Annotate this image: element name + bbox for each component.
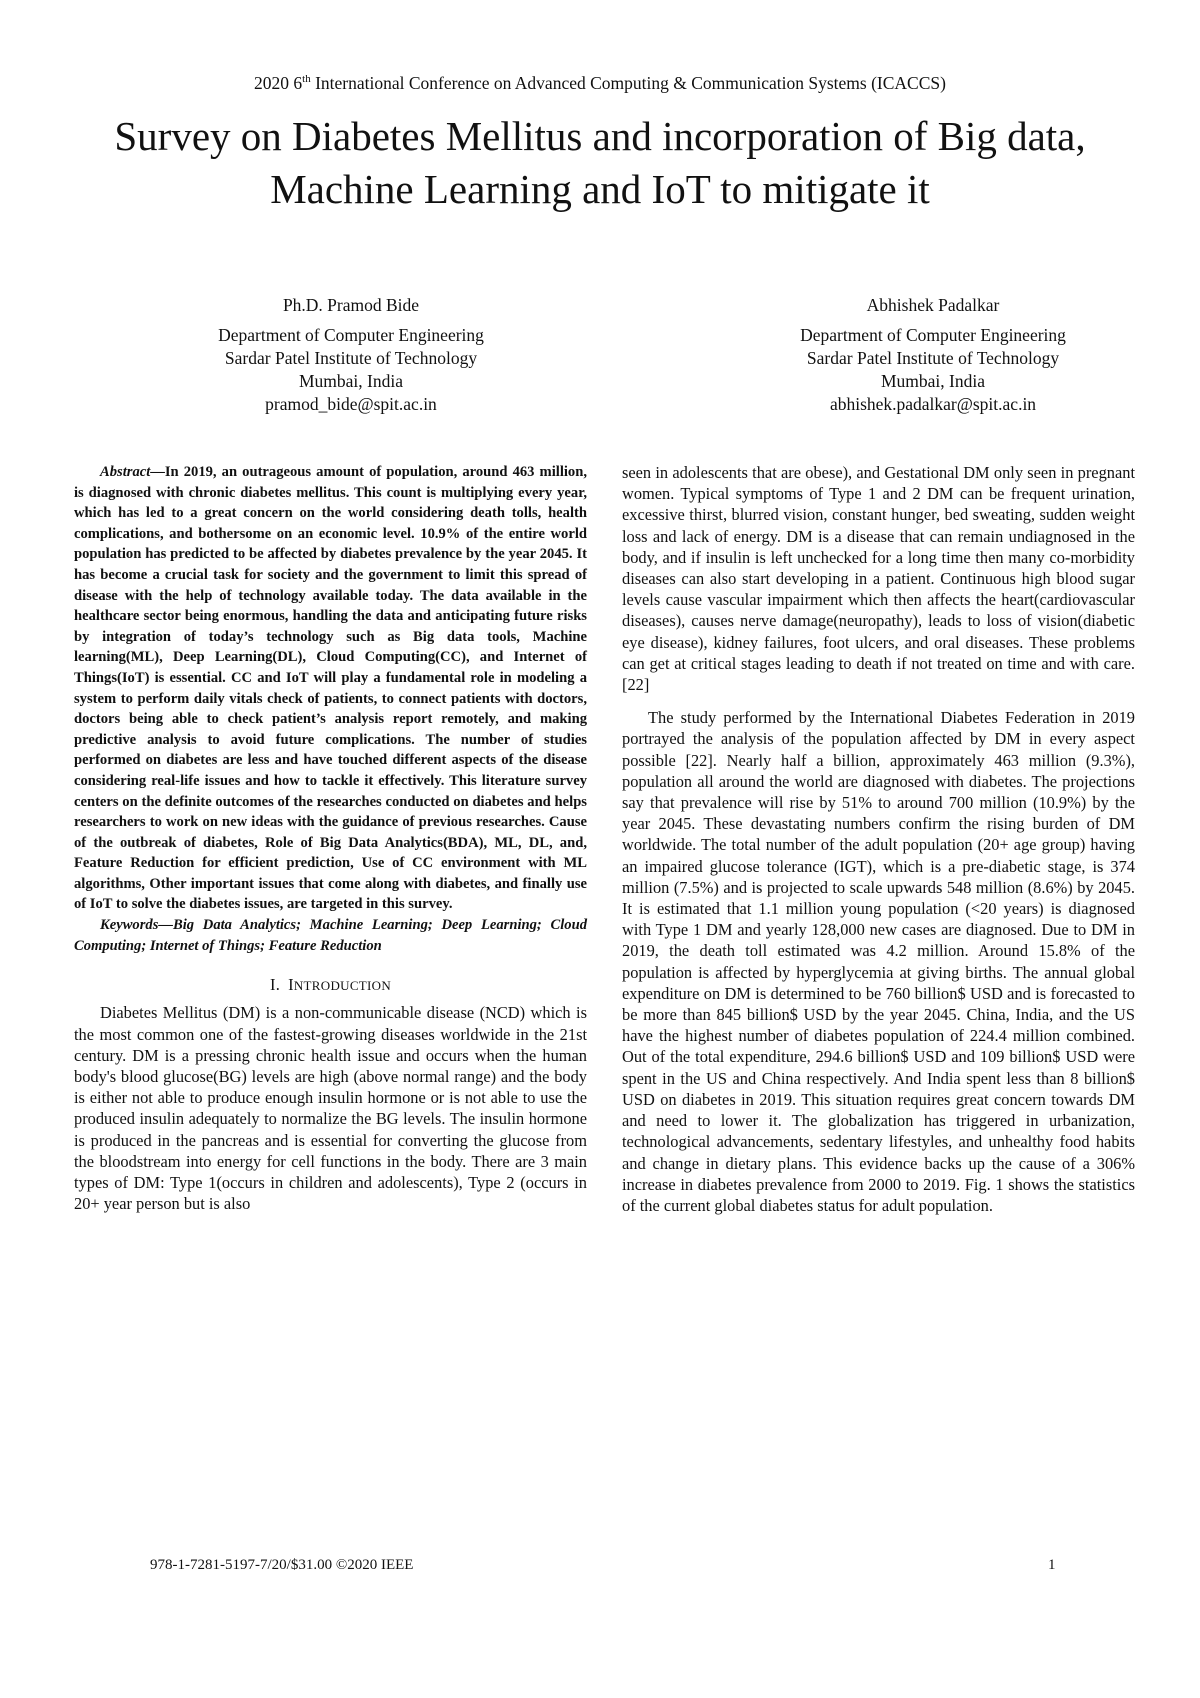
keywords-text: —Big Data Analytics; Machine Learning; Deep Learning; Cloud Computing; Internet of Things; Feature Reduction [74,917,587,954]
study-paragraph: The study performed by the International Diabetes Federation in 2019 portrayed the analysis of the population affected by DM in every aspect possible [22]. Nearly half a billion, approximately 463 million (9.3%), population all around the world are diagnosed with diabetes. The projections say that prevalence will rise by 51% to around 700 million (10.9%) by the year 2045. These devastating numbers confirm the rising burden of DM worldwide. The total number of the adult population (20+ age group) having an impaired glucose tolerance (IGT), which is a pre-diabetic stage, is 374 million (7.5%) and is projected to scale upwards 548 million (8.6%) by 2045. It is estimated that 1.1 million young population (<20 years) is diagnosed with Type 1 DM and yearly 128,000 new cases are diagnosed. Due to DM in 2019, the death toll estimated was 4.2 million. Around 15.8% of the population is affected by hyperglycemia at giving births. The annual global expenditure on DM is determined to be 760 billion$ USD and is forecasted to be more than 845 billion$ USD by the year 2045. China, India, and the US have the highest number of diabetes population of 224.4 million combined. Out of the total expenditure, 294.6 billion$ USD and 109 billion$ USD were spent in the US and China respectively. And India spent less than 8 billion$ USD on diabetes in 2019. This situation requires great concern towards DM and need to lower it. The globalization has triggered in urbanization, technological advancements, sedentary lifestyles, and unhealthy food habits and change in dietary plans. This evidence backs up the cause of a 306% increase in diabetes prevalence from 2000 to 2019. Fig. 1 shows the statistics of the current global diabetes status for adult population. [622,708,1135,1215]
footer-copyright: 978-1-7281-5197-7/20/$31.00 ©2020 IEEE [150,1557,414,1573]
author-department: Department of Computer Engineering [218,325,484,345]
author-name: Abhishek Padalkar [866,295,1000,315]
section-title-initial: I [288,975,294,995]
keywords [74,915,587,956]
section-heading-introduction [74,974,587,996]
paper-title: Survey on Diabetes Mellitus and incorporation of Big data, Machine Learning and IoT to mitigate it [114,113,1086,212]
abstract-text: —In 2019, an outrageous amount of population, around 463 million, is diagnosed with chronic diabetes mellitus. This count is multiplying every year, which has led to a great concern on the world considering death tolls, health complications, and bothersome on an economic level. 10.9% of the entire world population has predicted to be affected by diabetes prevalence by the year 2045. It has become a crucial task for society and the government to limit this spread of disease with the help of technology available today. The data available in the healthcare sector being enormous, handling the data and anticipating future risks by integration of today’s technology such as Big data tools, Machine learning(ML), Deep Learning(DL), Cloud Computing(CC), and Internet of Things(IoT) is essential. CC and IoT will play a fundamental role in modeling a system to perform daily vitals check of patients, to connect patients with doctors, doctors being able to check patient’s analysis report remotely, and making predictive analysis to avoid future complications. The number of studies performed on diabetes are less and have touched different aspects of the disease considering real-life issues and how to tackle it effectively. This literature survey centers on the definite outcomes of the researches conducted on diabetes and helps researchers to work on new ideas with the guidance of previous researches. Cause of the outbreak of diabetes, Role of Big Data Analytics(BDA), ML, DL, and, Feature Reduction for efficient prediction, Use of CC environment with ML algorithms, Other important issues that come along with diabetes, and finally use of IoT to solve the diabetes issues, are targeted in this survey. [74,464,587,913]
abstract [74,462,587,915]
conference-header [0,72,1200,94]
author-department: Department of Computer Engineering [800,325,1066,345]
conference-name: International Conference on Advanced Computing & Communication Systems (ICACCS) [310,73,946,93]
author-name: Ph.D. Pramod Bide [282,295,420,315]
right-column [622,462,1135,1216]
author-block-1 [151,294,551,416]
section-title-rest: NTRODUCTION [293,978,392,994]
author-block-2 [733,294,1133,416]
section-number: I. [269,975,281,995]
author-email: pramod_bide@spit.ac.in [265,394,437,414]
author-institute: Sardar Patel Institute of Technology [806,348,1060,368]
keywords-label: Keywords [100,917,159,934]
intro-paragraph-part1: Diabetes Mellitus (DM) is a non-communicable disease (NCD) which is the most common one of the fastest-growing diseases worldwide in the 21st century. DM is a pressing chronic health issue and occurs when the human body's blood glucose(BG) levels are high (above normal range) and the body is either not able to produce enough insulin hormone or is not able to use the produced insulin adequately to normalize the BG levels. The insulin hormone is produced in the pancreas and is essential for converting the glucose from the bloodstream into energy for cell functions in the body. There are 3 main types of DM: Type 1(occurs in children and adolescents), Type 2 (occurs in 20+ year person but is also [74,1003,587,1214]
author-email: abhishek.padalkar@spit.ac.in [829,394,1037,414]
left-column [74,462,587,1214]
intro-paragraph-part2: seen in adolescents that are obese), and Gestational DM only seen in pregnant women. Typical symptoms of Type 1 and 2 DM can be frequent urination, excessive thirst, blurred vision, constant hunger, bed sweating, sudden weight loss and lack of energy. DM is a disease that can remain undiagnosed in the body, and if insulin is left unchecked for a long time then many co-morbidity diseases can also start developing in a patient. Continuous high blood sugar levels cause vascular impairment which then affects the heart(cardiovascular diseases), causes nerve damage(neuropathy), leads to loss of vision(diabetic eye disease), kidney failures, foot ulcers, and oral diseases. These problems can get at critical stages leading to death if not treated on time and with care. [22] [622,463,1135,695]
conference-prefix: 2020 6 [254,73,303,93]
author-location: Mumbai, India [880,371,985,391]
page-number: 1 [1048,1557,1056,1573]
author-location: Mumbai, India [298,371,403,391]
author-institute: Sardar Patel Institute of Technology [224,348,478,368]
conference-ordinal-suffix: th [302,73,311,85]
abstract-label: Abstract [100,464,151,480]
